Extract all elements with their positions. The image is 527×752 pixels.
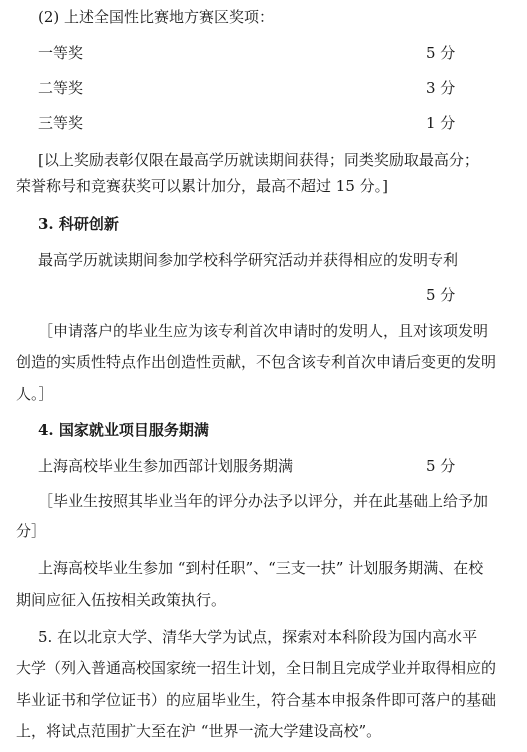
award-score: 3 分 [426, 79, 456, 97]
award-label: 一等奖 [38, 44, 84, 62]
section2-heading: (2) 上述全国性比赛地方赛区奖项： [38, 8, 275, 26]
award-label: 三等奖 [38, 114, 84, 132]
award-label: 二等奖 [38, 79, 84, 97]
award-score: 5 分 [426, 44, 456, 62]
section4-score: 5 分 [426, 457, 456, 475]
award-score: 1 分 [426, 114, 456, 132]
section3-score: 5 分 [426, 286, 456, 304]
